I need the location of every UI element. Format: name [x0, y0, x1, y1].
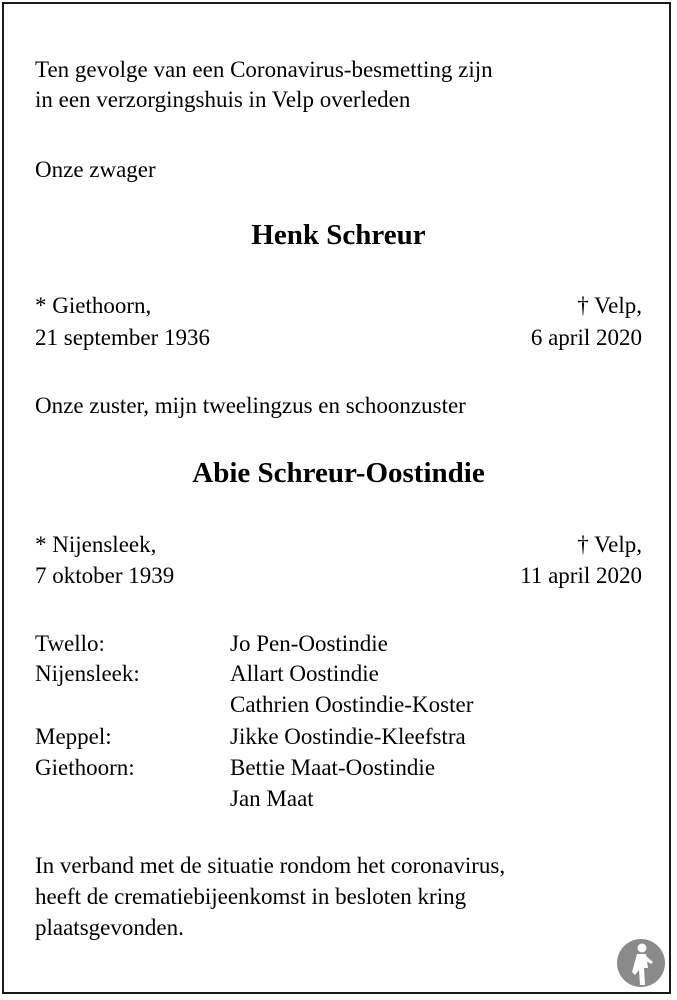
person1-death-date: 6 april 2020 — [530, 325, 642, 350]
logo-head — [638, 944, 647, 953]
family-member: Jan Maat — [230, 786, 314, 811]
person2-name: Abie Schreur-Oostindie — [192, 457, 485, 489]
family-place: Meppel: — [35, 724, 112, 749]
family-member: Bettie Maat-Oostindie — [230, 755, 436, 780]
memorial-figure-icon — [613, 935, 669, 991]
announcement-frame — [2, 2, 671, 994]
person1-death-place: † Velp, — [577, 293, 642, 318]
intro-line-1: Ten gevolge van een Coronavirus-besmetting zijn — [35, 57, 493, 82]
family-place: Twello: — [35, 631, 105, 656]
family-place: Nijensleek: — [35, 661, 140, 686]
intro-line-2: in een verzorgingshuis in Velp overleden — [35, 87, 411, 112]
person2-death-date: 11 april 2020 — [520, 563, 642, 588]
family-member: Jo Pen-Oostindie — [230, 631, 388, 656]
person2-birth-date: 7 oktober 1939 — [35, 563, 175, 588]
person1-birth-date: 21 september 1936 — [35, 325, 211, 350]
closing-line-3: plaatsgevonden. — [35, 915, 184, 940]
closing-line-2: heeft de crematiebijeenkomst in besloten kring — [35, 884, 467, 909]
family-place: Giethoorn: — [35, 755, 135, 780]
person1-relation: Onze zwager — [35, 157, 156, 182]
family-member: Cathrien Oostindie-Koster — [230, 692, 474, 717]
person1-birth-place: * Giethoorn, — [35, 293, 152, 318]
closing-line-1: In verband met de situatie rondom het coronavirus, — [35, 853, 506, 878]
family-member: Allart Oostindie — [230, 661, 379, 686]
person2-birth-place: * Nijensleek, — [35, 532, 157, 557]
family-member: Jikke Oostindie-Kleefstra — [230, 724, 466, 749]
person1-name: Henk Schreur — [251, 219, 426, 251]
person2-relation: Onze zuster, mijn tweelingzus en schoonzuster — [35, 393, 466, 418]
person2-death-place: † Velp, — [577, 532, 642, 557]
